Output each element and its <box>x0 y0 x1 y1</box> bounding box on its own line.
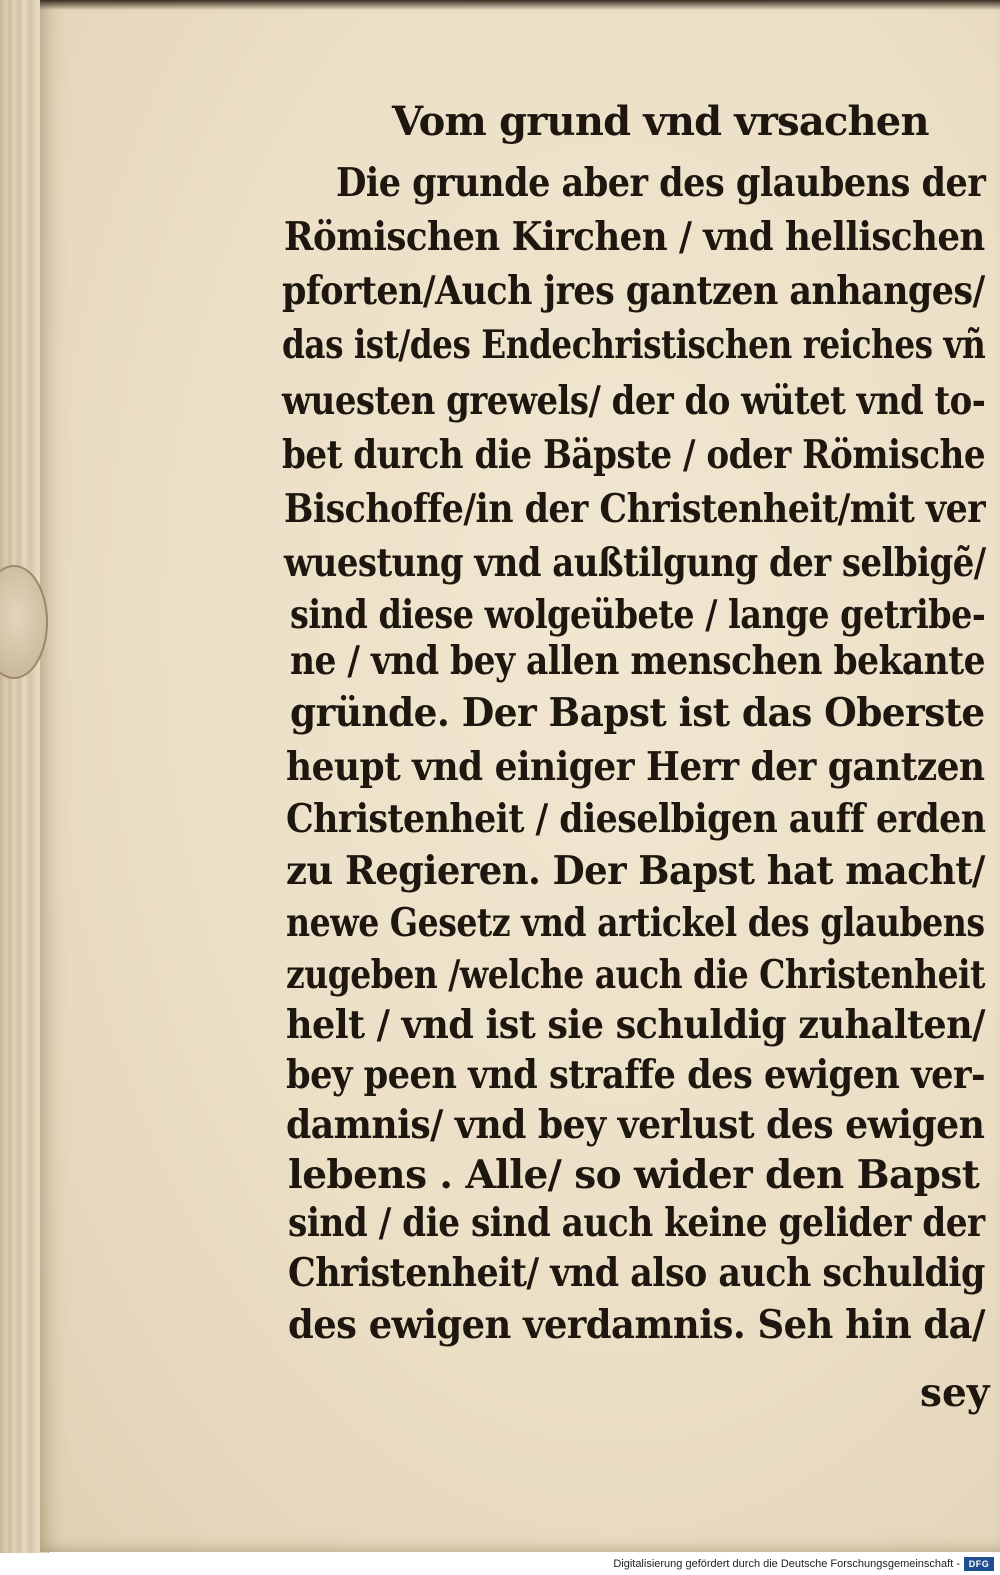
text-line: sind / die sind auch keine gelider der <box>288 1200 985 1246</box>
text-line: zugeben /welche auch die Christenheit <box>286 952 985 998</box>
text-line: das ist/des Endechristischen reiches vñ <box>282 322 986 368</box>
dfg-logo: DFG <box>964 1557 994 1571</box>
text-line: pforten/Auch jres gantzen anhanges/ <box>282 268 985 314</box>
text-line: zu Regieren. Der Bapst hat macht/ <box>286 848 985 894</box>
text-line: wuesten grewels/ der do wütet vnd to- <box>282 378 986 424</box>
text-line: helt / vnd ist sie schuldig zuhalten/ <box>286 1002 985 1048</box>
page-heading: Vom grund vnd vrsachen <box>392 98 929 145</box>
funding-credit: Digitalisierung gefördert durch die Deutsche Forschungsgemeinschaft - <box>613 1558 960 1570</box>
catchword: sey <box>920 1370 990 1416</box>
text-line: Bischoffe/in der Christenheit/mit ver <box>284 486 986 532</box>
text-line: ne / vnd bey allen menschen bekante <box>290 638 986 684</box>
text-line: heupt vnd einiger Herr der gantzen <box>286 744 985 790</box>
text-line: wuestung vnd außtilgung der selbigẽ/ <box>284 540 986 586</box>
text-line: gründe. Der Bapst ist das Oberste <box>290 690 985 736</box>
text-line: bet durch die Bäpste / oder Römische <box>282 432 986 478</box>
text-line: sind diese wolgeübete / lange getribe- <box>290 592 986 638</box>
text-line: Christenheit/ vnd also auch schuldig <box>288 1250 985 1296</box>
text-line: Christenheit / dieselbigen auff erden <box>286 796 986 842</box>
text-line: lebens . Alle/ so wider den Bapst <box>288 1152 980 1198</box>
text-line: des ewigen verdamnis. Seh hin da/ <box>288 1302 985 1348</box>
text-line: Römischen Kirchen / vnd hellischen <box>284 214 985 260</box>
text-line: damnis/ vnd bey verlust des ewigen <box>286 1102 985 1148</box>
text-line: Die grunde aber des glaubens der <box>336 160 986 206</box>
text-line: newe Gesetz vnd artickel des glaubens <box>286 900 985 946</box>
text-line: bey peen vnd straffe des ewigen ver- <box>286 1052 986 1098</box>
